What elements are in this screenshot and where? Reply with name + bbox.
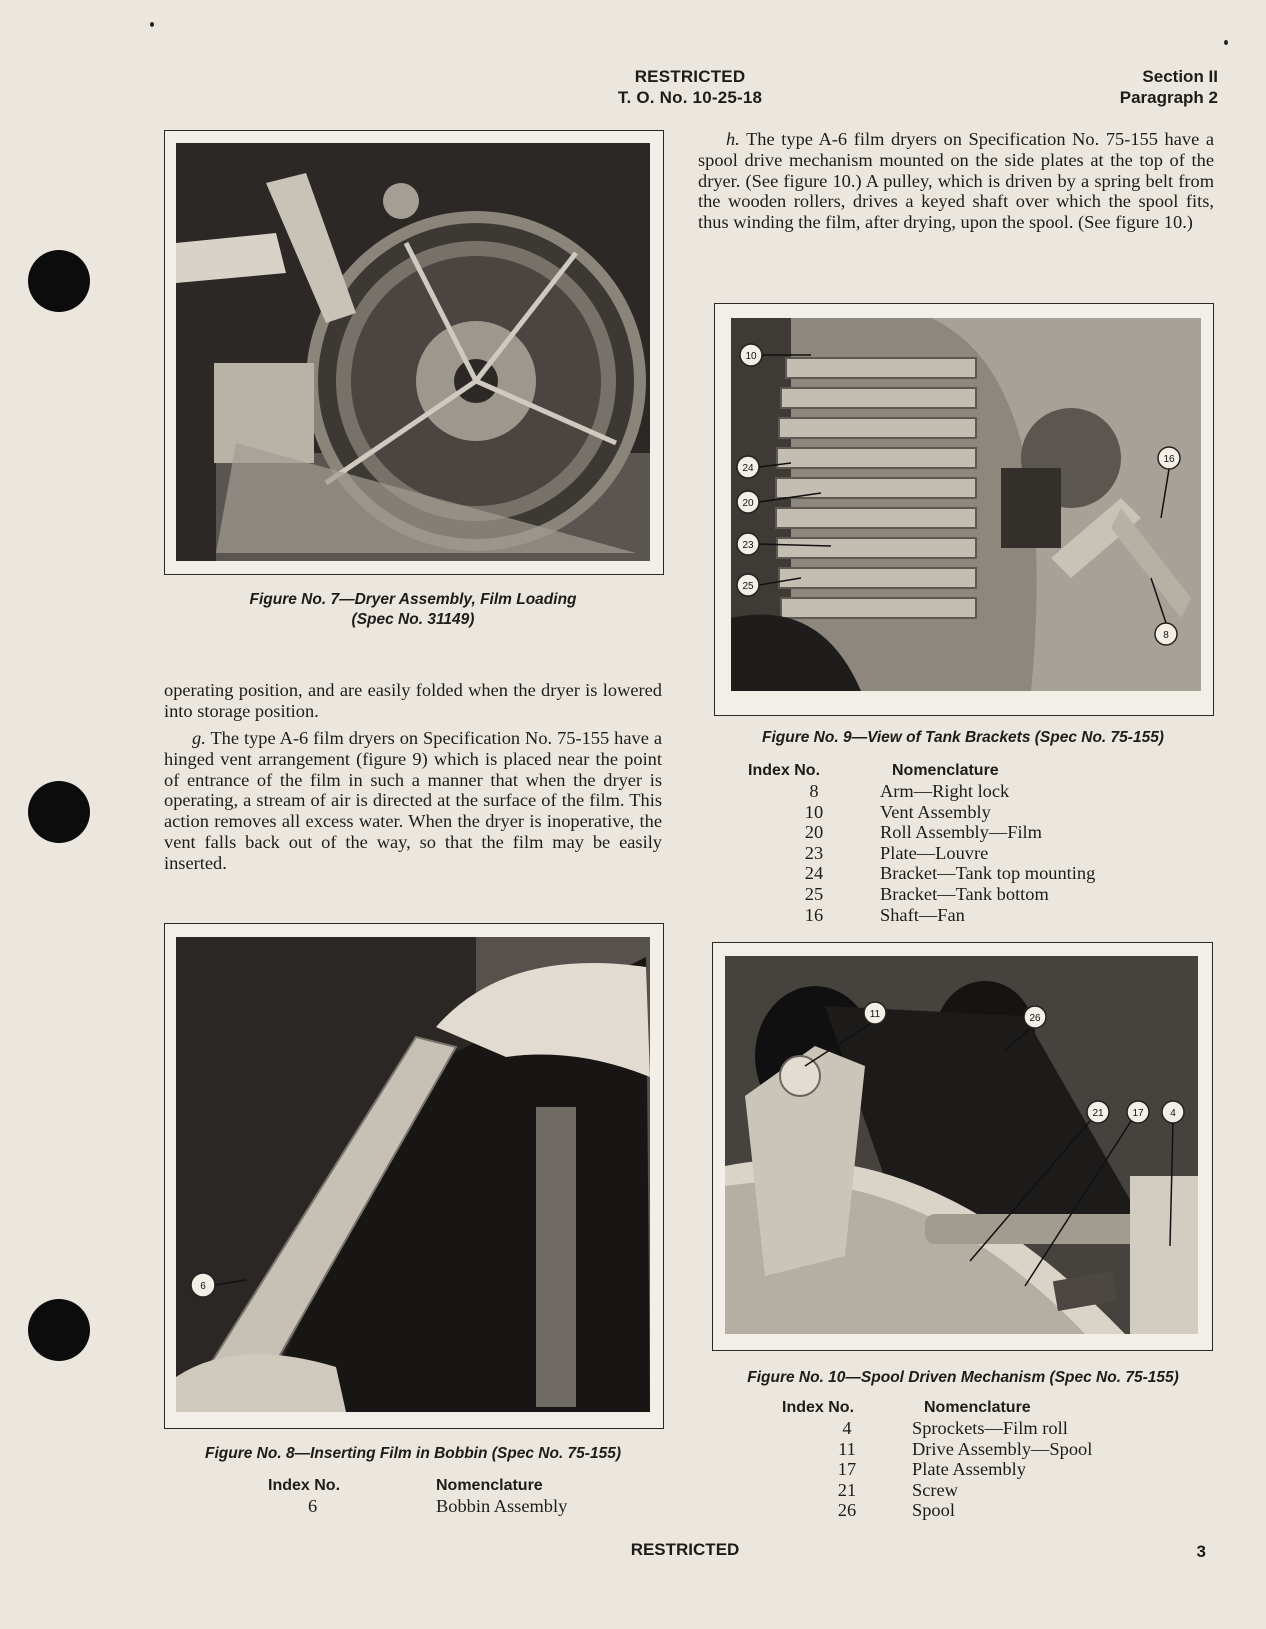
index-cell: 4	[842, 1418, 852, 1438]
figure-10-caption	[700, 1368, 1226, 1388]
figure-7-caption	[164, 590, 662, 630]
name-cell: Bobbin Assembly	[436, 1496, 568, 1516]
figure-9-callout-25: 25	[742, 581, 754, 592]
paper-speck	[1224, 40, 1228, 45]
table-row	[748, 905, 1095, 926]
figure-10-index-table	[782, 1397, 1092, 1521]
index-cell: 11	[838, 1438, 856, 1459]
figure-8-callouts	[176, 937, 650, 1412]
index-cell: 26	[837, 1500, 857, 1521]
index-cell: 16	[804, 904, 824, 925]
index-cell: 23	[804, 842, 824, 863]
table-row	[782, 1418, 1092, 1439]
figure-9-caption-text: Figure No. 9—View of Tank Brackets (Spec No. 75-155)	[762, 729, 1164, 746]
index-cell: 10	[804, 801, 824, 822]
figure-9-callouts	[731, 318, 1201, 691]
index-cell: 21	[837, 1479, 857, 1500]
figure-9-caption	[700, 728, 1226, 748]
paper-speck	[150, 22, 154, 27]
figure-8-photo	[176, 937, 650, 1412]
figure-8-caption	[160, 1444, 666, 1464]
table-row	[748, 863, 1095, 884]
index-cell: 25	[804, 883, 824, 904]
name-cell: Plate—Louvre	[880, 842, 989, 863]
name-cell: Vent Assembly	[880, 801, 991, 822]
footer-restricted: RESTRICTED	[630, 1540, 740, 1559]
figure-10-callouts	[725, 956, 1198, 1334]
figure-9-photo	[731, 318, 1201, 691]
header-section: Section II	[1142, 67, 1218, 86]
figure-8-caption-text: Figure No. 8—Inserting Film in Bobbin (Spec No. 75-155)	[205, 1445, 621, 1462]
figure-9-index-table	[748, 760, 1095, 925]
dryer-assembly-image	[176, 143, 650, 561]
table-row	[748, 802, 1095, 823]
name-cell: Screw	[912, 1479, 958, 1500]
name-cell: Drive Assembly—Spool	[912, 1438, 1093, 1459]
figure-9-callout-10: 10	[745, 351, 757, 362]
binder-hole-top	[28, 250, 90, 312]
paragraph-continued	[164, 680, 662, 722]
figure-9-header-index: Index No.	[748, 762, 821, 779]
paragraph-h	[698, 129, 1214, 233]
figure-9-callout-24: 24	[742, 463, 754, 474]
name-cell: Spool	[912, 1500, 955, 1521]
figure-9-header-nomenclature: Nomenclature	[892, 762, 999, 779]
table-row	[268, 1496, 567, 1517]
figure-10-callout-17: 17	[1132, 1108, 1144, 1119]
paragraph-g-text: The type A-6 film dryers on Specification No. 75-155 have a hinged vent arrangement (figure 9) which is placed near the point of entrance of the film in such a manner that when the dryer is operating, a stream of air is directed at the surface of the film. This action removes all excess water. When the dryer is inoperative, the vent falls back out of the way, so that the film may be easily inserted.	[164, 728, 662, 873]
figure-10-callout-26: 26	[1029, 1013, 1041, 1024]
name-cell: Bracket—Tank top mounting	[880, 863, 1096, 884]
table-row	[782, 1480, 1092, 1501]
index-cell: 6	[308, 1496, 318, 1516]
header-paragraph: Paragraph 2	[1119, 88, 1218, 107]
name-cell: Roll Assembly—Film	[880, 822, 1042, 843]
paragraph-h-letter: h.	[726, 129, 740, 149]
binder-hole-bottom	[28, 1299, 90, 1361]
figure-10-callout-4: 4	[1170, 1108, 1176, 1119]
paragraph-continued-text: operating position, and are easily folded when the dryer is lowered into storage position.	[164, 680, 662, 721]
name-cell: Bracket—Tank bottom	[880, 883, 1049, 904]
figure-10-callout-11: 11	[869, 1009, 881, 1020]
figure-7-photo	[176, 143, 650, 561]
table-row	[782, 1500, 1092, 1521]
figure-8-index-table	[268, 1475, 567, 1517]
figure-10-header-index: Index No.	[782, 1399, 855, 1416]
figure-7-caption-line2: (Spec No. 31149)	[351, 611, 475, 628]
table-row	[782, 1439, 1092, 1460]
table-row	[748, 822, 1095, 843]
index-cell: 8	[809, 781, 819, 801]
section-header	[1120, 66, 1218, 108]
figure-10-caption-text: Figure No. 10—Spool Driven Mechanism (Spec No. 75-155)	[747, 1369, 1179, 1386]
index-cell: 17	[837, 1459, 857, 1480]
figure-7-caption-line1: Figure No. 7—Dryer Assembly, Film Loading	[249, 591, 577, 608]
table-row	[748, 884, 1095, 905]
name-cell: Plate Assembly	[912, 1459, 1026, 1480]
figure-8-header-nomenclature: Nomenclature	[436, 1477, 543, 1494]
figure-9-callout-16: 16	[1163, 454, 1175, 465]
name-cell: Sprockets—Film roll	[912, 1418, 1068, 1438]
page-header	[575, 66, 805, 108]
figure-9-callout-8: 8	[1163, 630, 1169, 641]
table-row	[748, 781, 1095, 802]
paragraph-g	[164, 728, 662, 874]
binder-hole-middle	[28, 781, 90, 843]
figure-9-callout-20: 20	[742, 498, 754, 509]
figure-10-header-nomenclature: Nomenclature	[924, 1399, 1031, 1416]
figure-8-callout-6: 6	[200, 1281, 206, 1292]
table-row	[748, 843, 1095, 864]
page-number: 3	[1196, 1542, 1206, 1561]
paragraph-g-letter: g.	[192, 728, 206, 748]
table-row	[782, 1459, 1092, 1480]
figure-10-photo	[725, 956, 1198, 1334]
figure-8-header-index: Index No.	[268, 1477, 341, 1494]
name-cell: Arm—Right lock	[880, 781, 1010, 801]
figure-10-callout-21: 21	[1092, 1108, 1104, 1119]
paragraph-h-text: The type A-6 film dryers on Specification No. 75-155 have a spool drive mechanism mounted on the side plates at the top of the dryer. (See figure 10.) A pulley, which is driven by a spring belt from the wooden rollers, drives a keyed shaft over which the spool fits, thus winding the film, after drying, upon the spool. (See figure 10.)	[698, 129, 1215, 233]
name-cell: Shaft—Fan	[880, 904, 965, 925]
header-restricted: RESTRICTED	[634, 67, 746, 86]
index-cell: 24	[804, 863, 824, 884]
figure-9-callout-23: 23	[742, 540, 754, 551]
index-cell: 20	[804, 822, 824, 843]
header-to-number: T. O. No. 10-25-18	[617, 88, 763, 107]
